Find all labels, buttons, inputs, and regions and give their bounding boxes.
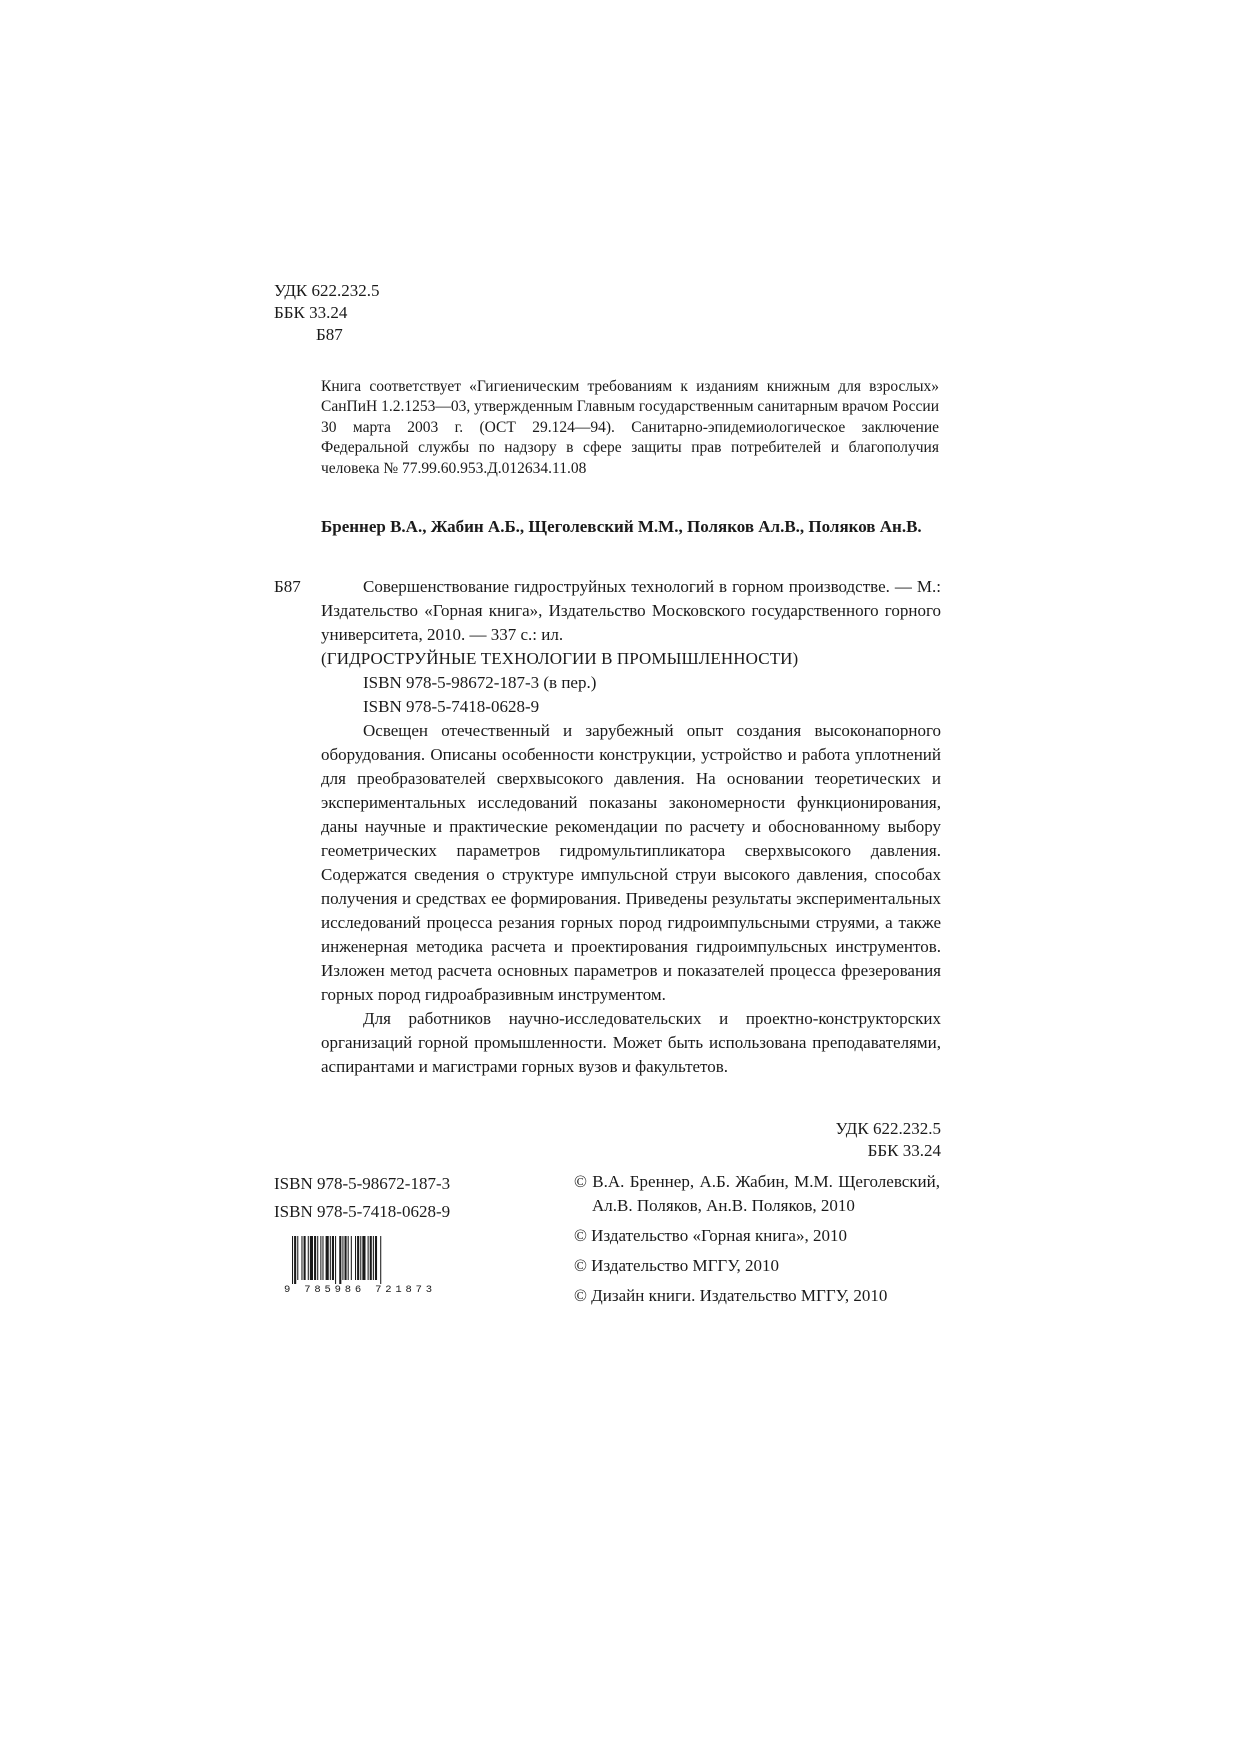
udk-bottom: УДК 622.232.5 — [835, 1119, 941, 1138]
isbn-block — [274, 1170, 450, 1226]
barcode-bar — [322, 1236, 323, 1280]
isbn-bottom-1: ISBN 978-5-98672-187-3 — [274, 1174, 451, 1193]
copyright-block — [574, 1170, 940, 1314]
barcode-bar — [320, 1236, 321, 1280]
barcode-bar — [348, 1236, 349, 1280]
barcode-bar — [314, 1236, 316, 1280]
barcode-bar — [342, 1236, 343, 1280]
barcode-bar — [301, 1236, 302, 1280]
bib-series: (ГИДРОСТРУЙНЫЕ ТЕХНОЛОГИИ В ПРОМЫШЛЕННОСТИ) — [321, 649, 799, 668]
barcode-bar — [317, 1236, 318, 1280]
barcode-bar — [370, 1236, 372, 1280]
bib-isbn-1: ISBN 978-5-98672-187-3 (в пер.) — [363, 673, 597, 692]
bib-description: Совершенствование гидроструйных технологий в горном производстве. — М.: Издательство «Горная книга», Издательство Московского государственного горного университета, 2010. — 337 с.: ил. — [321, 577, 941, 644]
barcode-bar — [339, 1236, 341, 1284]
barcode-digits: 9 785986 721873 — [284, 1284, 432, 1294]
barcode-bar — [360, 1236, 361, 1280]
isbn-bottom-2: ISBN 978-5-7418-0628-9 — [274, 1202, 451, 1221]
author-mark-top: Б87 — [316, 325, 343, 344]
barcode-bar — [308, 1236, 309, 1280]
barcode-bar — [351, 1236, 352, 1280]
barcode-bar — [362, 1236, 365, 1280]
barcode-bar — [292, 1236, 293, 1284]
bbk-bottom: ББК 33.24 — [867, 1141, 941, 1160]
authors: Бреннер В.А., Жабин А.Б., Щеголевский М.М., Поляков Ал.В., Поляков Ан.В. — [321, 517, 922, 536]
barcode-bar — [368, 1236, 369, 1280]
bib-isbn-2: ISBN 978-5-7418-0628-9 — [363, 697, 540, 716]
hygiene-notice-text: Книга соответствует «Гигиеническим требованиям к изданиям книжным для взрослых» СанПиН 1.2.1253—03, утвержденным Главным государственным санитарным врачом России 30 марта 2003 г. (ОСТ 29.124—94). Санитарно-эпидемиологическое заключение Федеральной службы по надзору в сфере защиты прав потребителей и благополучия человека № 77.99.60.953.Д.012634.11.08 — [321, 378, 939, 477]
barcode-bar — [375, 1236, 377, 1280]
author-mark-bib: Б87 — [274, 577, 301, 596]
copyright-design: © Дизайн книги. Издательство МГГУ, 2010 — [574, 1286, 888, 1305]
barcode-bar — [294, 1236, 296, 1284]
copyright-publisher-gornaya-kniga: © Издательство «Горная книга», 2010 — [574, 1226, 847, 1245]
barcode-bar — [380, 1236, 381, 1284]
bbk-top: ББК 33.24 — [274, 303, 348, 322]
barcode-bar — [373, 1236, 374, 1280]
barcode-bar — [332, 1236, 334, 1280]
barcode-bars — [292, 1236, 381, 1284]
barcode-bar — [304, 1236, 306, 1280]
udk-top: УДК 622.232.5 — [274, 281, 380, 300]
barcode-bar — [330, 1236, 331, 1280]
barcode-bar — [297, 1236, 298, 1280]
barcode-bar — [326, 1236, 329, 1280]
copyright-authors: © В.А. Бреннер, А.Б. Жабин, М.М. Щеголевский, Ал.В. Поляков, Ан.В. Поляков, 2010 — [574, 1172, 940, 1215]
barcode-bar — [345, 1236, 347, 1280]
barcode-bar — [310, 1236, 313, 1280]
abstract: Освещен отечественный и зарубежный опыт создания высоконапорного оборудования. Описаны особенности конструкции, устройство и работа уплотнений для преобразователей сверхвысокого давления. На основании теоретических и экспериментальных исследований показаны закономерности функционирования, даны научные и практические рекомендации по расчету и обоснованному выбору геометрических параметров гидромультипликатора сверхвысокого давления. Содержатся сведения о структуре импульсной струи высокого давления, способах получения и средствах ее формирования. Приведены результаты экспериментальных исследований процесса резания горных пород гидроимпульсными струями, а также инженерная методика расчета и проектирования гидроимпульсных инструментов. Изложен метод расчета основных параметров и показателей процесса фрезерования горных пород гидроабразивным инструментом. — [321, 721, 941, 1004]
hygiene-notice — [321, 377, 939, 479]
barcode — [284, 1236, 434, 1294]
audience: Для работников научно-исследовательских и проектно-конструкторских организаций горной промышленности. Может быть использована преподавателями, аспирантами и магистрами горных вузов и факультетов. — [321, 1009, 941, 1076]
barcode-bar — [335, 1236, 336, 1284]
bibliographic-record — [321, 575, 941, 1079]
barcode-bar — [357, 1236, 359, 1280]
classification-bottom — [835, 1118, 941, 1162]
barcode-bar — [355, 1236, 356, 1280]
copyright-publisher-mggu: © Издательство МГГУ, 2010 — [574, 1256, 779, 1275]
